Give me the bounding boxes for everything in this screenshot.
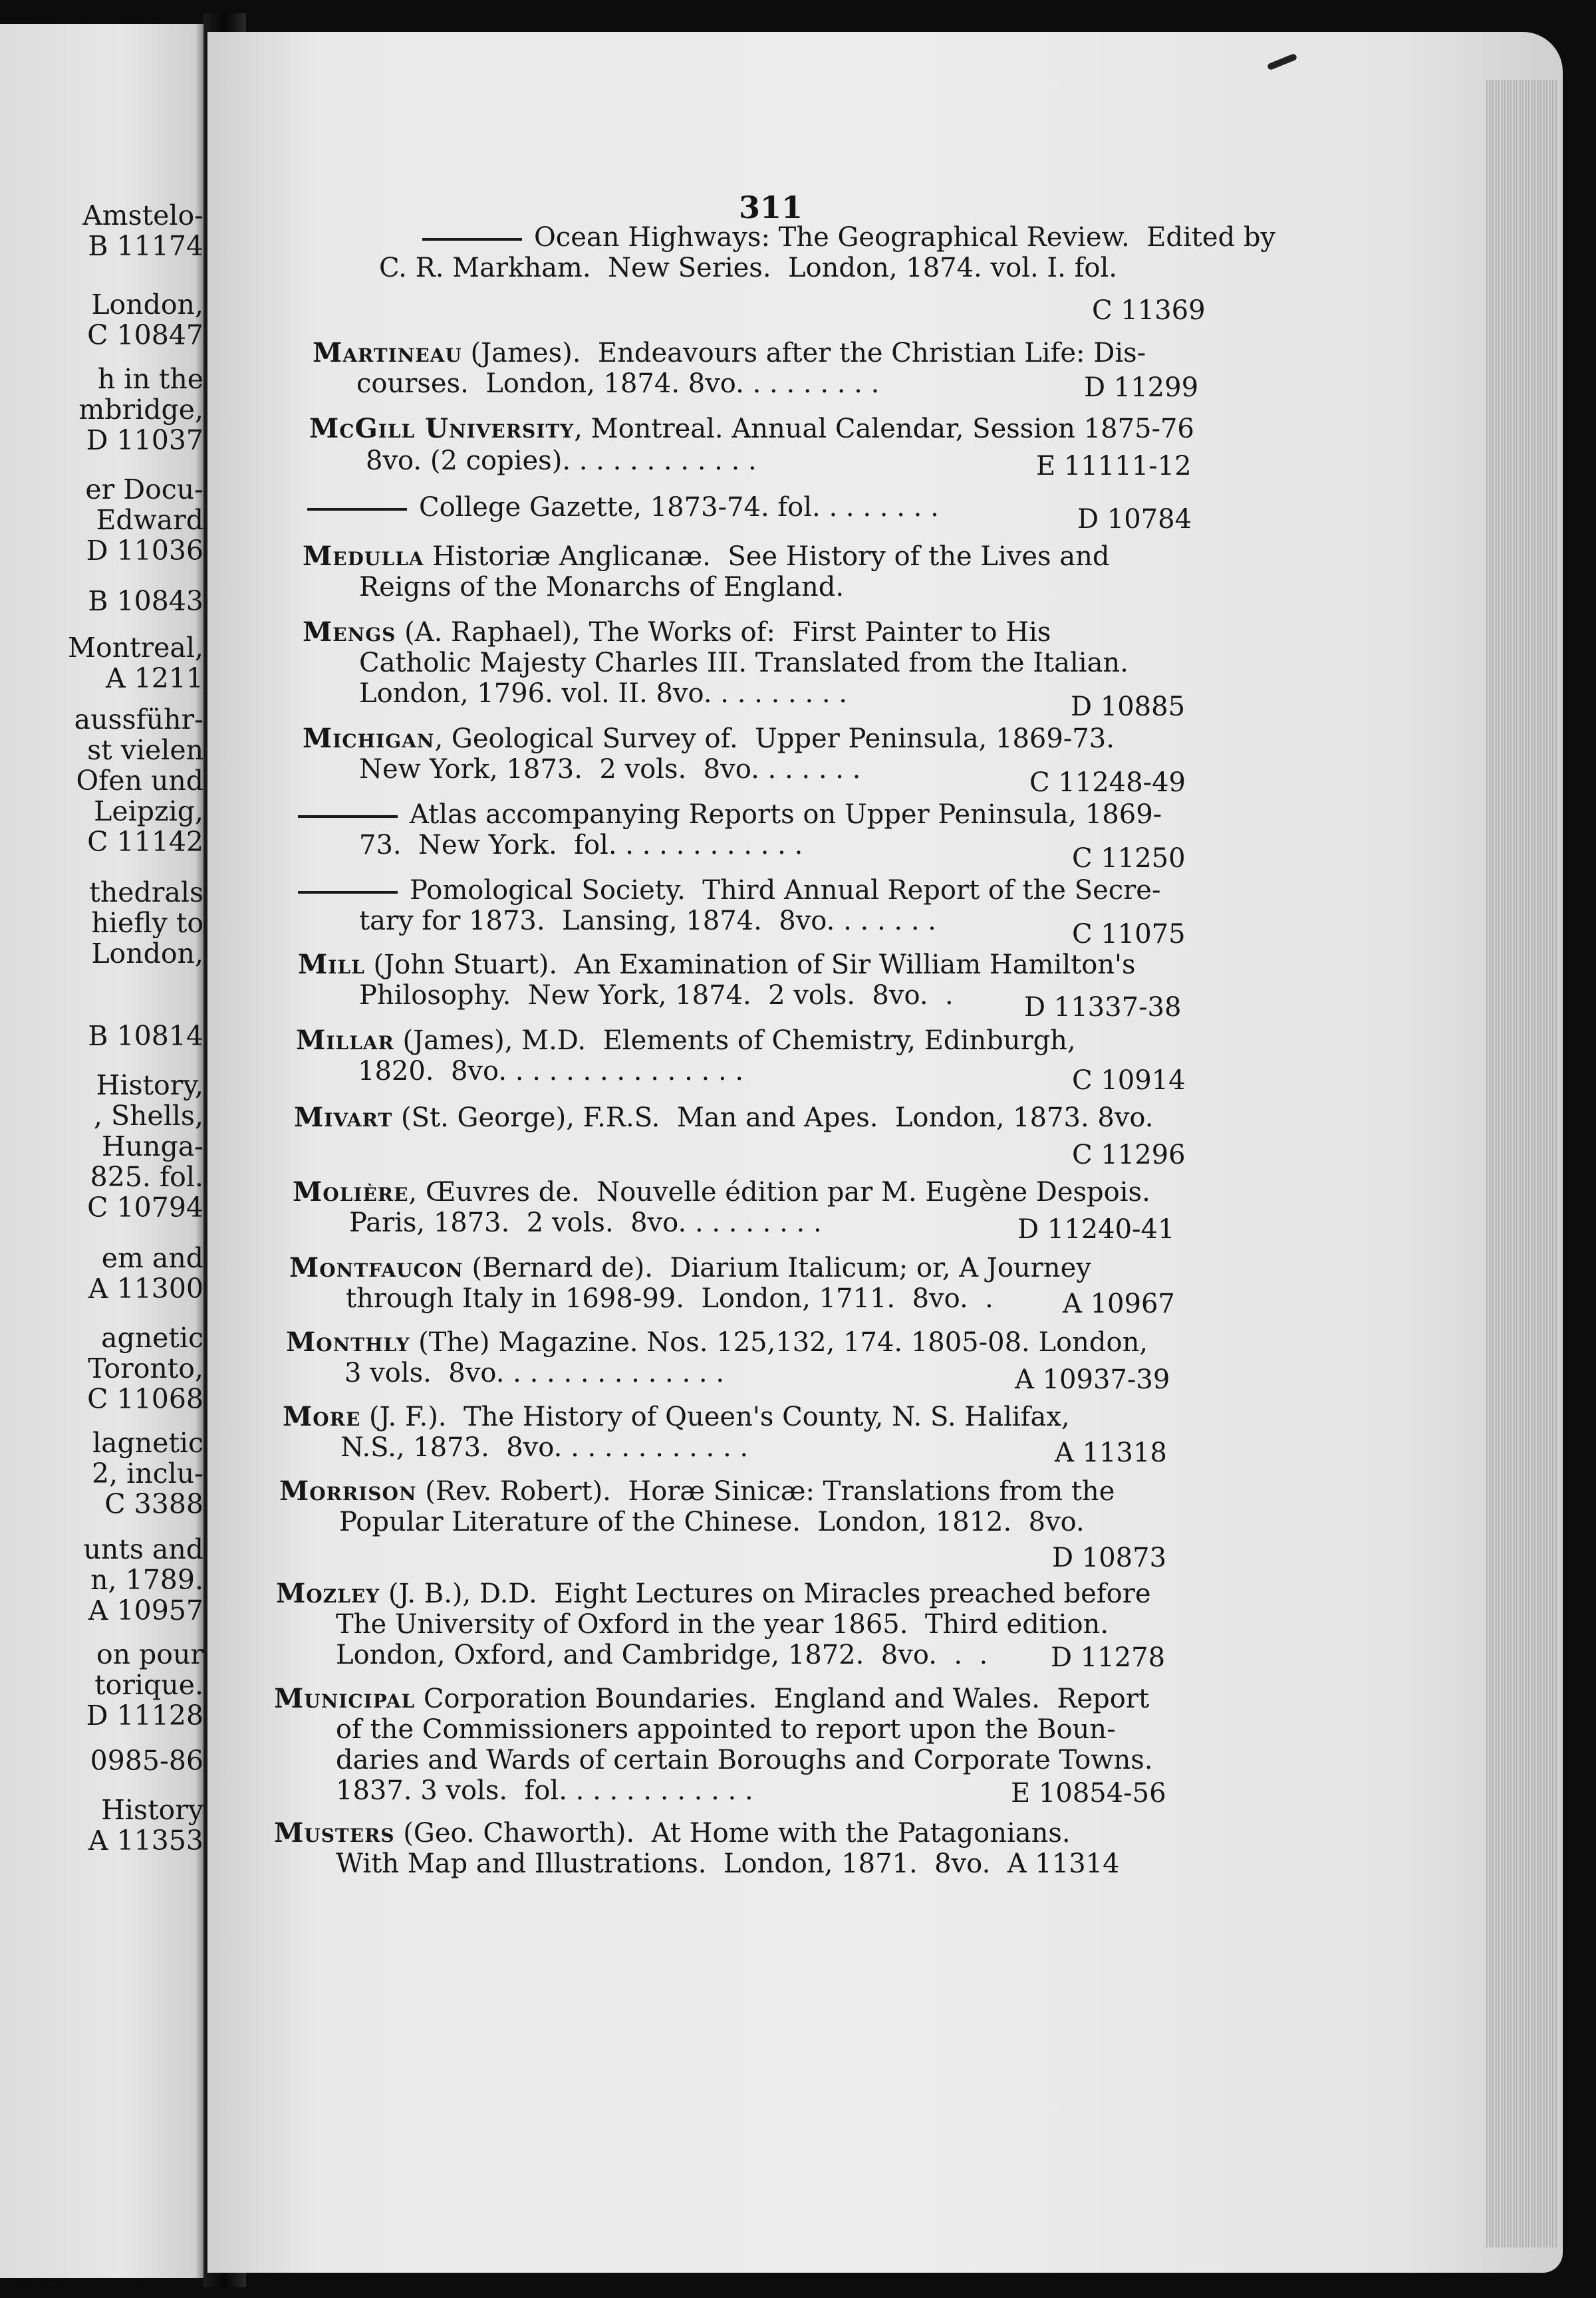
entry-line (336, 1745, 1152, 1775)
entry-line (296, 1025, 1076, 1056)
entry-text: (J. B.), D.D. Eight Lectures on Miracles preached before (380, 1579, 1151, 1609)
left-page-line: 0985-86 (90, 1745, 203, 1777)
left-page-line: agnetic (101, 1322, 203, 1354)
shelf-mark: D 11240-41 (1017, 1214, 1175, 1245)
entry-text: , Œuvres de. Nouvelle édition par M. Eugène Despois. (408, 1177, 1150, 1208)
shelf-mark: E 10854-56 (1011, 1778, 1166, 1809)
entry-line (307, 492, 939, 523)
entry-line (359, 830, 803, 860)
entry-heading: Mill (298, 949, 365, 980)
left-page-line: Montreal, (68, 632, 203, 664)
entry-line (294, 1102, 1154, 1133)
entry-line (303, 723, 1115, 754)
entry-line (349, 1208, 822, 1238)
entry-line (344, 1358, 724, 1388)
entry-heading: Martineau (313, 337, 462, 368)
left-page-line: Toronto, (88, 1352, 203, 1384)
left-page-line: lagnetic (92, 1427, 203, 1459)
left-page-line: h in the (97, 363, 203, 395)
entry-line (313, 338, 1146, 368)
left-page-line: torique. (94, 1669, 203, 1701)
left-page-line: A 11300 (88, 1273, 203, 1305)
entry-heading: Michigan (303, 723, 435, 754)
entry-line (283, 1402, 1070, 1432)
entry-text: courses. London, 1874. 8vo. . . . . . . . . (356, 368, 880, 399)
left-page-line: D 11128 (86, 1700, 203, 1731)
left-page-line: History (101, 1794, 203, 1826)
entry-text: (Bernard de). Diarium Italicum; or, A Journey (463, 1253, 1091, 1283)
entry-heading: Millar (296, 1025, 394, 1056)
left-page-line: em and (101, 1242, 203, 1274)
shelf-mark: A 10967 (1063, 1289, 1175, 1319)
ditto-dash (422, 238, 522, 241)
entry-line (359, 678, 847, 709)
entry-text: College Gazette, 1873-74. fol. . . . . . . . (419, 492, 939, 523)
left-page-line: 2, inclu- (91, 1458, 203, 1489)
shelf-mark: D 11299 (1084, 372, 1199, 403)
left-page-line: Edward (96, 504, 203, 536)
left-page (0, 24, 203, 2278)
entry-line (359, 980, 954, 1011)
entry-line (336, 1775, 753, 1806)
entry-text: The University of Oxford in the year 1865. Third edition. (336, 1609, 1109, 1640)
entry-text: Catholic Majesty Charles III. Translated from the Italian. (359, 648, 1129, 678)
left-page-line: C 11142 (87, 826, 203, 858)
entry-line (336, 1609, 1109, 1640)
entry-line (359, 648, 1129, 678)
left-page-line: A 11353 (88, 1825, 203, 1856)
entry-line (358, 1056, 743, 1086)
entry-text: 73. New York. fol. . . . . . . . . . . . (359, 830, 803, 860)
entry-text: (J. F.). The History of Queen's County, N. S. Halifax, (360, 1402, 1070, 1432)
entry-text: 8vo. (2 copies). . . . . . . . . . . . (366, 446, 757, 476)
page-edge (1486, 80, 1558, 2247)
entry-text: (A. Raphael), The Works of: First Painter to His (396, 617, 1051, 648)
left-page-line: st vielen (87, 734, 203, 766)
entry-line (289, 1253, 1091, 1283)
entry-heading: McGill University (309, 413, 575, 444)
entry-heading: Molière (293, 1176, 409, 1208)
shelf-mark: C 10914 (1072, 1065, 1186, 1096)
entry-text: 1837. 3 vols. fol. . . . . . . . . . . . (336, 1775, 753, 1806)
left-page-line: History, (96, 1069, 203, 1101)
shelf-mark: C 11296 (1072, 1140, 1186, 1170)
left-page-line: Amstelo- (82, 199, 203, 231)
page-number: 311 (739, 190, 803, 225)
left-page-line: C 11068 (87, 1383, 203, 1415)
left-page-line: er Docu- (85, 473, 203, 505)
shelf-mark: C 11369 (1092, 295, 1206, 326)
shelf-mark: A 10937-39 (1015, 1364, 1170, 1395)
entry-line (379, 253, 1117, 283)
entry-text: (John Stuart). An Examination of Sir William Hamilton's (364, 950, 1136, 980)
left-page-line: Leipzig, (94, 795, 203, 827)
entry-text: Pomological Society. Third Annual Report of the Secre- (410, 875, 1161, 906)
left-page-line: unts and (83, 1533, 203, 1565)
shelf-mark: C 11248-49 (1029, 767, 1186, 798)
entry-text: Philosophy. New York, 1874. 2 vols. 8vo. . (359, 980, 954, 1011)
entry-text: (Geo. Chaworth). At Home with the Patagonians. (394, 1818, 1071, 1849)
entry-text: New York, 1873. 2 vols. 8vo. . . . . . . (359, 754, 861, 785)
shelf-mark: A 11318 (1055, 1438, 1167, 1468)
entry-line (336, 1640, 988, 1670)
entry-text: (The) Magazine. Nos. 125,132, 174. 1805-08. London, (410, 1327, 1148, 1358)
entry-text: (James). Endeavours after the Christian Life: Dis- (462, 338, 1146, 368)
left-page-line: on pour (96, 1638, 203, 1670)
left-page-line: D 11036 (86, 535, 203, 567)
entry-line (303, 541, 1109, 572)
entry-heading: Musters (274, 1817, 395, 1849)
left-page-line: B 11174 (88, 230, 203, 262)
left-page-line: C 10847 (87, 319, 203, 351)
entry-text: Paris, 1873. 2 vols. 8vo. . . . . . . . . (349, 1208, 822, 1238)
entry-text: Corporation Boundaries. England and Wales. Report (415, 1684, 1150, 1714)
entry-text: Reigns of the Monarchs of England. (359, 572, 845, 602)
entry-text: London, Oxford, and Cambridge, 1872. 8vo. . . (336, 1640, 988, 1670)
left-page-line: thedrals (89, 876, 203, 908)
entry-heading: Morrison (279, 1475, 417, 1507)
entry-text: through Italy in 1698-99. London, 1711. 8vo. . (346, 1283, 994, 1314)
entry-text: N.S., 1873. 8vo. . . . . . . . . . . . (340, 1432, 749, 1463)
left-page-line: n, 1789. (90, 1564, 203, 1596)
entry-text: Ocean Highways: The Geographical Review. Edited by (534, 222, 1276, 253)
entry-line (356, 368, 879, 399)
entry-heading: Municipal (274, 1683, 416, 1714)
left-page-line: C 3388 (104, 1488, 203, 1520)
left-page-line: London, (91, 938, 203, 969)
left-page-line: Hunga- (101, 1130, 203, 1162)
entry-text: (James), M.D. Elements of Chemistry, Edinburgh, (394, 1025, 1076, 1056)
left-page-line: A 10957 (88, 1595, 203, 1626)
entry-text: of the Commissioners appointed to report upon the Boun- (336, 1714, 1116, 1745)
shelf-mark: D 10873 (1052, 1543, 1167, 1573)
left-page-line: D 11037 (86, 424, 203, 456)
ditto-dash (298, 891, 398, 894)
entry-text: Atlas accompanying Reports on Upper Peninsula, 1869- (410, 799, 1162, 830)
entry-text: With Map and Illustrations. London, 1871. 8vo. A 11314 (336, 1849, 1120, 1879)
left-page-line: mbridge, (78, 394, 203, 426)
entry-line (422, 222, 1275, 253)
entry-text: 3 vols. 8vo. . . . . . . . . . . . . . (344, 1358, 725, 1388)
entry-text: London, 1796. vol. II. 8vo. . . . . . . . . (359, 678, 848, 709)
entry-heading: More (283, 1401, 361, 1432)
entry-line (274, 1818, 1071, 1849)
entry-line (298, 950, 1136, 980)
entry-line (336, 1849, 1120, 1879)
left-page-line: 825. fol. (90, 1161, 203, 1193)
left-page-line: B 10814 (88, 1020, 203, 1052)
entry-line (339, 1507, 1085, 1537)
entry-line (293, 1177, 1150, 1208)
left-page-line: Ofen und (76, 765, 203, 797)
left-page-line: hiefly to (91, 907, 203, 939)
entry-text: tary for 1873. Lansing, 1874. 8vo. . . . . . . (359, 906, 936, 936)
entry-heading: Mengs (303, 616, 396, 648)
entry-heading: Medulla (303, 541, 424, 572)
entry-line (340, 1432, 748, 1463)
entry-line (274, 1684, 1149, 1714)
entry-line (346, 1283, 994, 1314)
entry-line (359, 754, 861, 785)
shelf-mark: D 10885 (1071, 692, 1186, 722)
entry-text: daries and Wards of certain Boroughs and Corporate Towns. (336, 1745, 1153, 1775)
shelf-mark: E 11111-12 (1036, 451, 1192, 481)
left-page-line: B 10843 (88, 585, 203, 617)
left-page-line: , Shells, (93, 1100, 203, 1132)
entry-text: 1820. 8vo. . . . . . . . . . . . . . . (358, 1056, 744, 1086)
entry-line (298, 799, 1162, 830)
entry-heading: Monthly (286, 1327, 410, 1358)
entry-line (336, 1714, 1116, 1745)
entry-line (366, 446, 757, 476)
entry-line (359, 906, 936, 936)
entry-heading: Mozley (276, 1578, 380, 1609)
ditto-dash (298, 815, 398, 818)
entry-line (309, 414, 1194, 444)
entry-text: Popular Literature of the Chinese. London, 1812. 8vo. (339, 1507, 1085, 1537)
entry-text: C. R. Markham. New Series. London, 1874. vol. I. fol. (379, 253, 1117, 283)
left-page-line: aussführ- (74, 703, 203, 735)
shelf-mark: D 11337-38 (1024, 992, 1182, 1023)
shelf-mark: D 11278 (1051, 1642, 1166, 1673)
entry-text: , Geological Survey of. Upper Peninsula, 1869-73. (434, 723, 1115, 754)
entry-line (279, 1476, 1115, 1507)
entry-line (286, 1327, 1148, 1358)
entry-line (276, 1579, 1151, 1609)
shelf-mark: C 11250 (1072, 843, 1186, 874)
left-page-line: London, (91, 289, 203, 320)
entry-text: (Rev. Robert). Horæ Sinicæ: Translations from the (416, 1476, 1115, 1507)
left-page-line: A 1211 (106, 662, 203, 694)
entry-line (303, 617, 1051, 648)
left-page-line: C 10794 (87, 1192, 203, 1223)
ditto-dash (307, 508, 407, 511)
entry-line (298, 875, 1160, 906)
entry-text: (St. George), F.R.S. Man and Apes. London, 1873. 8vo. (392, 1102, 1154, 1133)
entry-heading: Montfaucon (289, 1252, 464, 1283)
entry-line (359, 572, 844, 602)
entry-heading: Mivart (294, 1102, 393, 1133)
shelf-mark: D 10784 (1077, 504, 1192, 535)
shelf-mark: C 11075 (1072, 919, 1186, 950)
entry-text: Historiæ Anglicanæ. See History of the Lives and (424, 541, 1110, 572)
entry-text: , Montreal. Annual Calendar, Session 1875-76 (574, 414, 1194, 444)
